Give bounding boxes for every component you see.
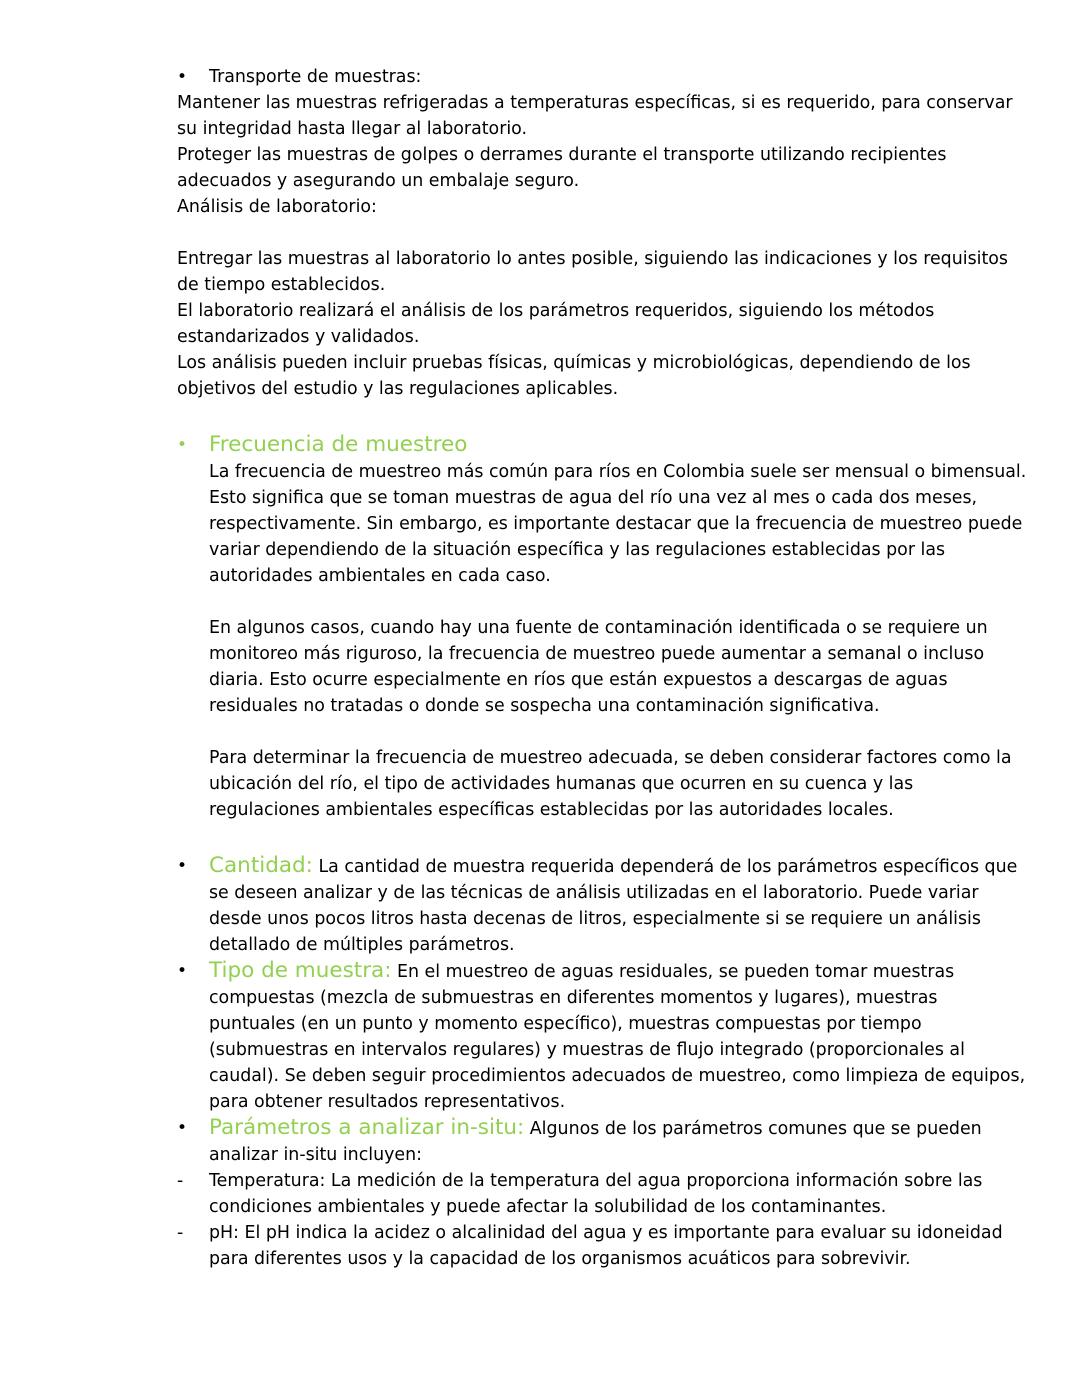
list-item (177, 1220, 1027, 1272)
quantity-text: La cantidad de muestra requerida dependerá de los parámetros específicos que se deseen analizar y de las técnicas de análisis utilizadas en el laboratorio. Puede variar desde unos pocos litros hasta decenas de litros, especialmente si se requiere un análisis detallado de múltiples parámetros. (209, 857, 1018, 955)
frequency-paragraph: Para determinar la frecuencia de muestreo adecuada, se deben considerar factores como la ubicación del río, el tipo de actividades humanas que ocurren en su cuenca y las regulaciones ambientales específicas establecidas por las autoridades locales. (209, 748, 1012, 820)
dash-icon: - (177, 1171, 184, 1191)
bullet-icon: • (177, 961, 188, 981)
frequency-paragraph: En algunos casos, cuando hay una fuente de contaminación identificada o se requiere un monitoreo más riguroso, la frecuencia de muestreo puede aumentar a semanal o incluso diaria. Esto ocurre especialmente en ríos que están expuestos a descargas de aguas residuales no tratadas o donde se sospecha una contaminación significativa. (209, 618, 988, 716)
in-situ-heading: Parámetros a analizar in-situ: (209, 1115, 525, 1140)
transport-line: Mantener las muestras refrigeradas a temperaturas específicas, si es requerido, para conservar su integridad hasta llegar al laboratorio. (177, 93, 1013, 139)
quantity-bullet-item (177, 853, 1027, 958)
dash-icon: - (177, 1223, 184, 1243)
bullet-icon: • (177, 67, 188, 87)
frequency-bullet-item (177, 432, 1027, 459)
bullet-icon: • (177, 435, 188, 455)
lab-analysis-title: Análisis de laboratorio: (177, 197, 377, 217)
in-situ-bullet-item (177, 1115, 1027, 1168)
lab-line: El laboratorio realizará el análisis de los parámetros requeridos, siguiendo los métodos estandarizados y validados. (177, 301, 935, 347)
list-item (177, 1168, 1027, 1220)
lab-line: Entregar las muestras al laboratorio lo antes posible, siguiendo las indicaciones y los requisitos de tiempo establecidos. (177, 249, 1008, 295)
bullet-icon: • (177, 856, 188, 876)
quantity-heading: Cantidad: (209, 853, 313, 878)
transport-line: Proteger las muestras de golpes o derrames durante el transporte utilizando recipientes adecuados y asegurando un embalaje seguro. (177, 145, 947, 191)
transport-title: Transporte de muestras: (209, 67, 422, 87)
transport-bullet-item (177, 64, 1027, 90)
sample-type-heading: Tipo de muestra: (209, 958, 392, 983)
in-situ-text: Algunos de los parámetros comunes que se pueden analizar in-situ incluyen: (209, 1119, 982, 1165)
lab-line: Los análisis pueden incluir pruebas físicas, químicas y microbiológicas, dependiendo de los objetivos del estudio y las regulaciones aplicables. (177, 353, 971, 399)
frequency-paragraph: La frecuencia de muestreo más común para ríos en Colombia suele ser mensual o bimensual. Esto significa que se toman muestras de agua del río una vez al mes o cada dos meses, respectivamente. Sin embargo, es importante destacar que la frecuencia de muestreo puede variar dependiendo de la situación específica y las regulaciones establecidas por las autoridades ambientales en cada caso. (209, 462, 1027, 586)
document-body (177, 64, 1027, 1272)
list-item-text: Temperatura: La medición de la temperatura del agua proporciona información sobre las condiciones ambientales y puede afectar la solubilidad de los contaminantes. (209, 1171, 983, 1217)
sample-type-bullet-item (177, 958, 1027, 1115)
bullet-icon: • (177, 1118, 188, 1138)
frequency-heading: Frecuencia de muestreo (209, 432, 468, 457)
list-item-text: pH: El pH indica la acidez o alcalinidad del agua y es importante para evaluar su idoneidad para diferentes usos y la capacidad de los organismos acuáticos para sobrevivir. (209, 1223, 1003, 1269)
sample-type-text: En el muestreo de aguas residuales, se pueden tomar muestras compuestas (mezcla de submuestras en diferentes momentos y lugares), muestras puntuales (en un punto y momento específico), muestras compuestas por tiempo (submuestras en intervalos regulares) y muestras de flujo integrado (proporcionales al caudal). Se deben seguir procedimientos adecuados de muestreo, como limpieza de equipos, para obtener resultados representativos. (209, 962, 1026, 1112)
